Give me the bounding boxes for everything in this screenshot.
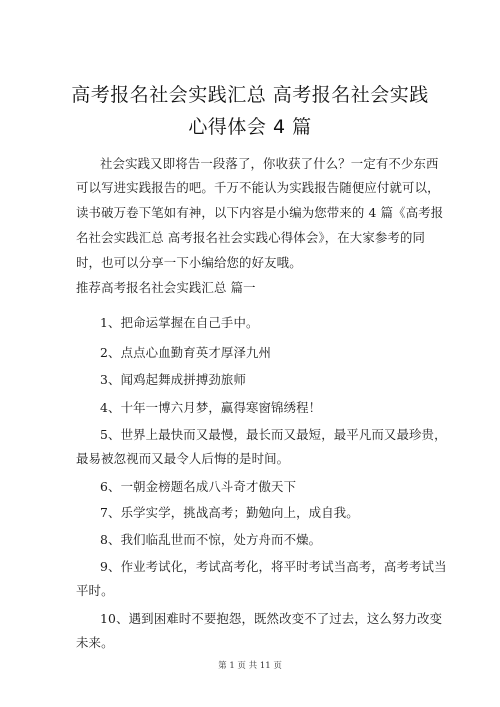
list-item-continuation: 平时。 bbox=[76, 583, 114, 598]
list-item: 7、乐学实学，挑战高考；勤勉向上，成自我。 bbox=[100, 505, 359, 520]
list-item-continuation: 未来。 bbox=[76, 635, 114, 650]
document-title-line-1: 高考报名社会实践汇总 高考报名社会实践 bbox=[71, 84, 429, 106]
intro-line: 读书破万卷下笔如有神，以下内容是小编为您带来的 4 篇《高考报 bbox=[76, 205, 444, 220]
page-number-footer: 第 1 页 共 11 页 bbox=[218, 661, 282, 671]
intro-line: 社会实践又即将告一段落了，你收获了什么？一定有不少东西 bbox=[100, 156, 439, 171]
intro-line: 可以写进实践报告的吧。千万不能认为实践报告随便应付就可以， bbox=[76, 180, 440, 195]
list-item: 1、把命运掌握在自己手中。 bbox=[100, 315, 259, 330]
list-item: 8、我们临乱世而不惊，处方舟而不燥。 bbox=[100, 532, 322, 547]
section-heading: 推荐高考报名社会实践汇总 篇一 bbox=[76, 280, 256, 295]
list-item: 5、世界上最快而又最慢，最长而又最短，最平凡而又最珍贵， bbox=[100, 427, 447, 442]
list-item: 9、作业考试化，考试高考化，将平时考试当高考，高考考试当 bbox=[100, 559, 447, 574]
list-item: 2、点点心血勤育英才厚泽九州 bbox=[100, 345, 272, 360]
list-item: 6、一朝金榜题名成八斗奇才傲天下 bbox=[100, 479, 297, 494]
intro-line: 名社会实践汇总 高考报名社会实践心得体会》，在大家参考的同 bbox=[76, 230, 426, 245]
list-item: 4、十年一博六月梦，赢得寒窗锦绣程！ bbox=[100, 400, 322, 415]
list-item: 3、闻鸡起舞成拼搏劲旅师 bbox=[100, 372, 246, 387]
list-item: 10、遇到困难时不要抱怨，既然改变不了过去，这么努力改变 bbox=[100, 611, 443, 626]
document-title-line-2: 心得体会 4 篇 bbox=[188, 116, 312, 138]
intro-line: 时，也可以分享一下小编给您的好友哦。 bbox=[76, 255, 302, 270]
list-item-continuation: 最易被忽视而又最令人后悔的是时间。 bbox=[76, 451, 290, 466]
